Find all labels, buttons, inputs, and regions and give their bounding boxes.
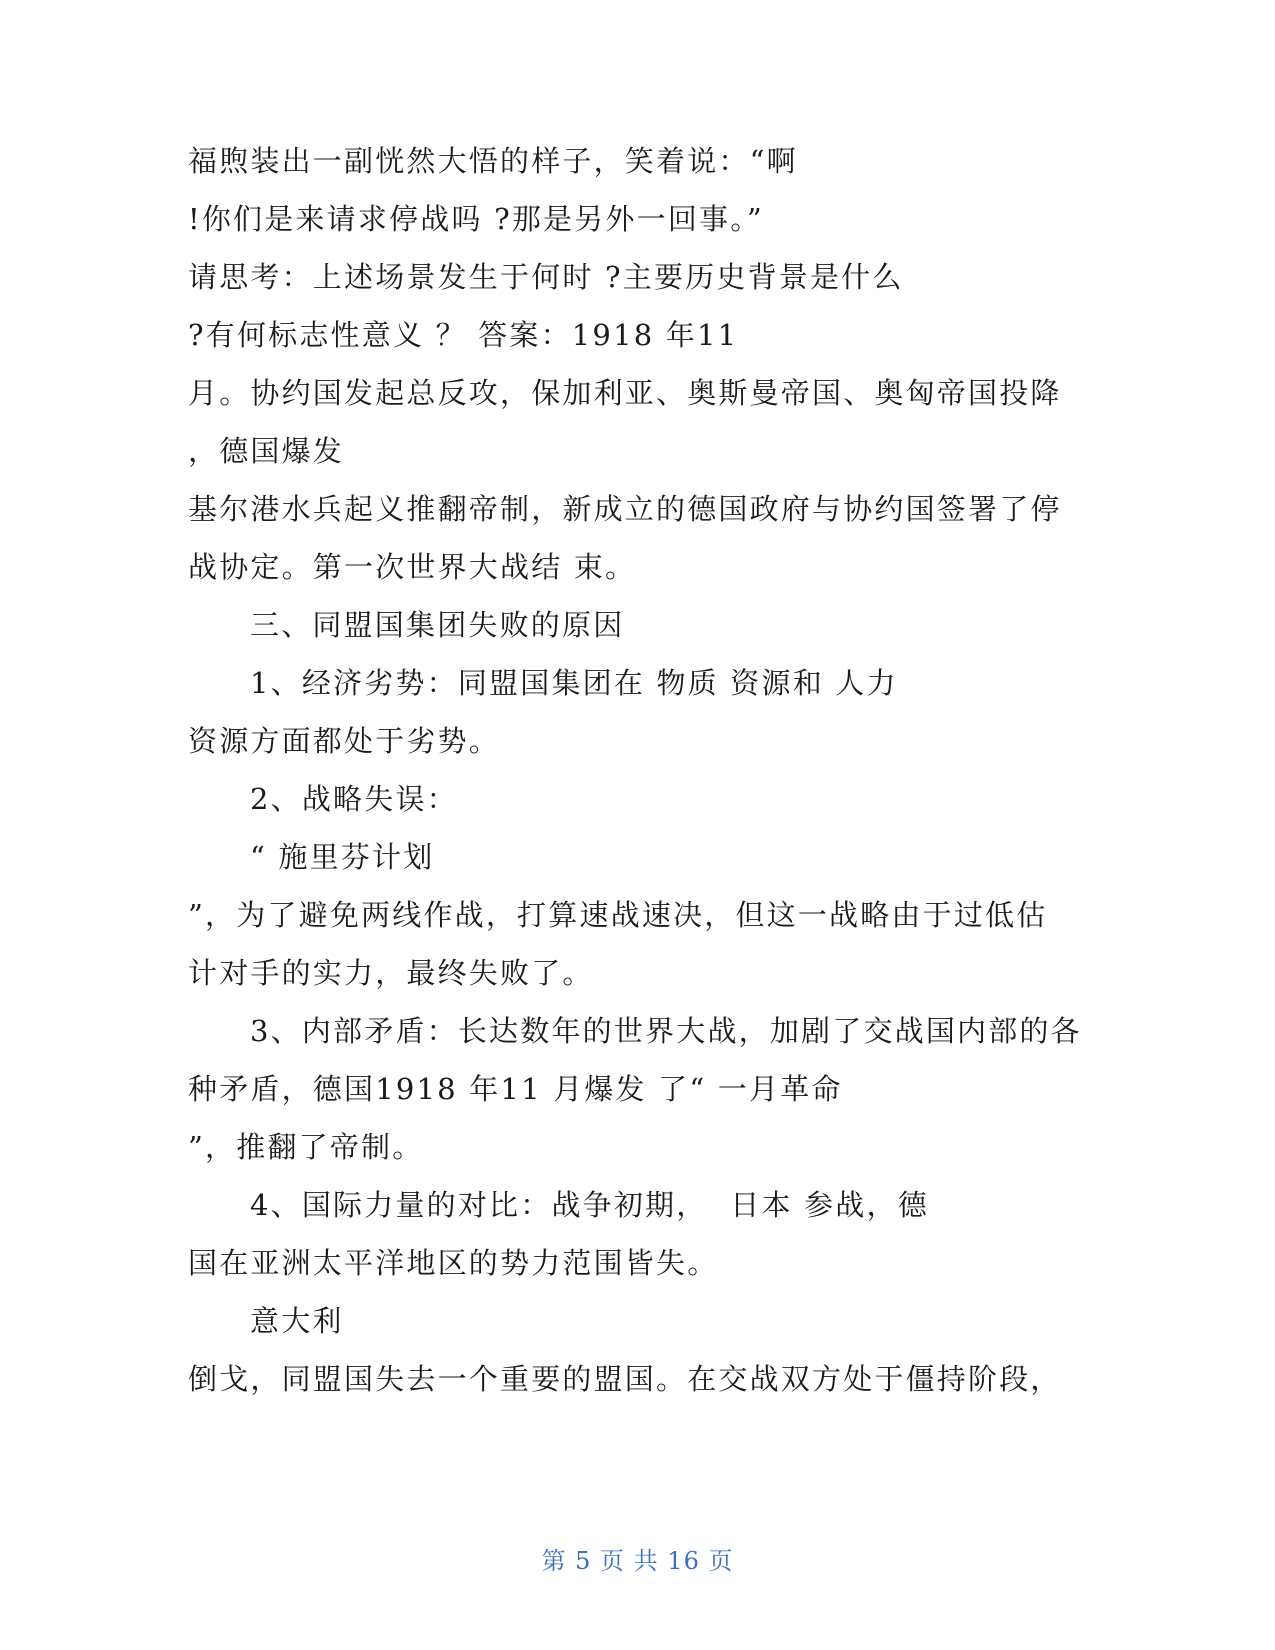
text-line: “ 施里芬计划 [250,840,435,874]
text-line: !你们是来请求停战吗 ?那是另外一回事。” [188,202,764,236]
text-line: 1、经济劣势：同盟国集团在 物质 资源和 人力 [250,666,898,700]
text-line: 战协定。第一次世界大战结 束。 [188,550,637,584]
text-line: 基尔港水兵起义推翻帝制，新成立的德国政府与协约国签署了停 [188,492,1062,526]
text-line: 倒戈，同盟国失去一个重要的盟国。在交战双方处于僵持阶段， [188,1362,1062,1396]
page-number-footer: 第 5 页 共 16 页 [541,1547,734,1575]
text-line: ，德国爆发 [188,434,345,468]
text-line: 种矛盾，德国1918 年11 月爆发 了“ 一月革命 [188,1072,843,1106]
text-line: 计对手的实力，最终失败了。 [188,956,594,990]
text-line: 请思考：上述场景发生于何时 ?主要历史背景是什么 [188,260,904,294]
text-line: ?有何标志性意义 ？ 答案：1918 年11 [188,318,739,352]
text-line: ”，为了避免两线作战，打算速战速决，但这一战略由于过低估 [188,898,1048,932]
text-line: 意大利 [250,1304,344,1338]
text-line: 4、国际力量的对比：战争初期， 日本 参战，德 [250,1188,929,1222]
text-line: 3、内部矛盾：长达数年的世界大战，加剧了交战国内部的各 [250,1014,1082,1048]
text-line: 福煦装出一副恍然大悟的样子，笑着说：“啊 [188,144,798,178]
text-line: 2、战略失误： [250,782,458,816]
text-line: 国在亚洲太平洋地区的势力范围皆失。 [188,1246,719,1280]
text-line: 月。协约国发起总反攻，保加利亚、奥斯曼帝国、奥匈帝国投降 [188,376,1062,410]
text-line: 资源方面都处于劣势。 [188,724,501,758]
section-heading: 三、同盟国集团失败的原因 [250,608,625,642]
text-line: ”，推翻了帝制。 [188,1130,424,1164]
